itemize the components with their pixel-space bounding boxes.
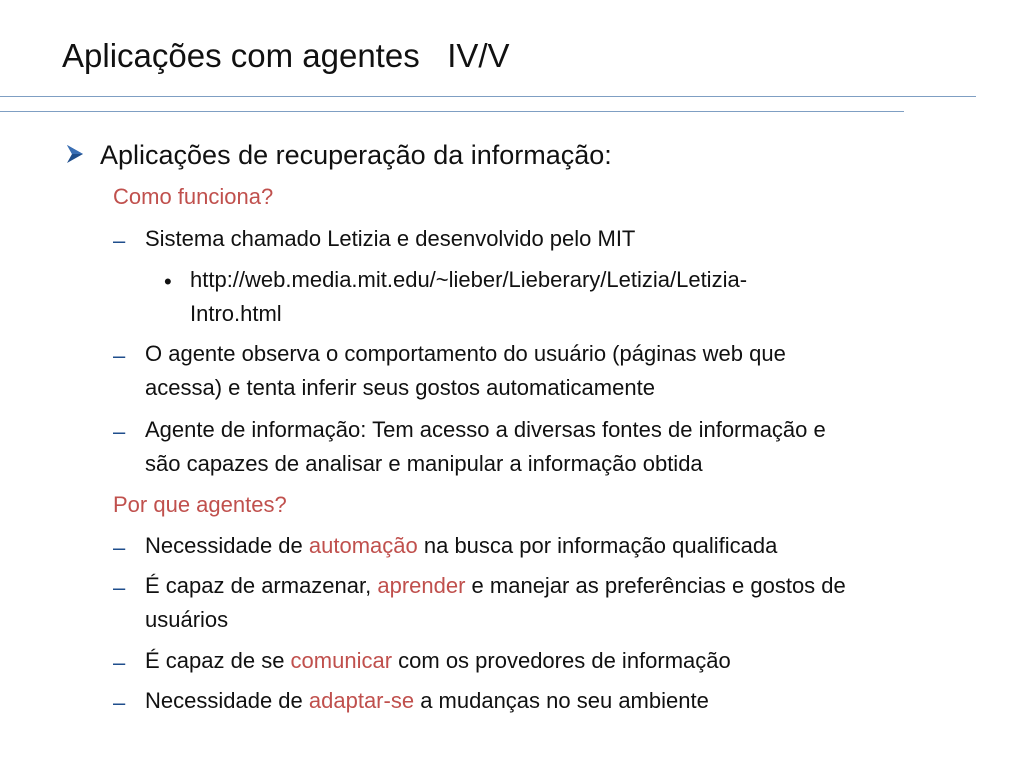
dash-icon: –: [113, 575, 126, 600]
item-observe-line2: acessa) e tenta inferir seus gostos automaticamente: [145, 375, 655, 400]
item-adapt: Necessidade de adaptar-se a mudanças no seu ambiente: [145, 688, 709, 713]
dash-icon: –: [113, 690, 126, 715]
dot-bullet-icon: •: [164, 269, 172, 294]
arrow-bullet-icon: [64, 143, 86, 165]
item-learn-line2: usuários: [145, 607, 229, 632]
letizia-url-line2: Intro.html: [190, 301, 282, 326]
item-automation: Necessidade de automação na busca por informação qualificada: [145, 533, 778, 558]
item-learn-line1: É capaz de armazenar, aprender e manejar as preferências e gostos de: [145, 573, 846, 598]
letizia-url-line1: http://web.media.mit.edu/~lieber/Lieberary/Letizia/Letizia-: [190, 267, 748, 292]
item-info-agent-line1: Agente de informação: Tem acesso a diversas fontes de informação e: [145, 417, 826, 442]
highlight-adaptar: adaptar-se: [308, 688, 415, 713]
dash-icon: –: [113, 535, 126, 560]
dash-icon: –: [113, 650, 126, 675]
item-info-agent-line2: são capazes de analisar e manipular a informação obtida: [145, 451, 703, 476]
dash-icon: –: [113, 228, 126, 253]
main-bullet: Aplicações de recuperação da informação:: [100, 140, 612, 170]
highlight-comunicar: comunicar: [290, 648, 393, 673]
highlight-automacao: automação: [308, 533, 418, 558]
slide-title: Aplicações com agentes IV/V: [62, 37, 510, 74]
highlight-aprender: aprender: [377, 573, 466, 598]
section-heading-how: Como funciona?: [113, 184, 274, 209]
section-heading-why: Por que agentes?: [113, 492, 287, 517]
dash-icon: –: [113, 343, 126, 368]
item-letizia: Sistema chamado Letizia e desenvolvido pelo MIT: [145, 226, 636, 251]
item-communicate: É capaz de se comunicar com os provedores de informação: [145, 648, 731, 673]
item-observe-line1: O agente observa o comportamento do usuário (páginas web que: [145, 341, 786, 366]
dash-icon: –: [113, 419, 126, 444]
